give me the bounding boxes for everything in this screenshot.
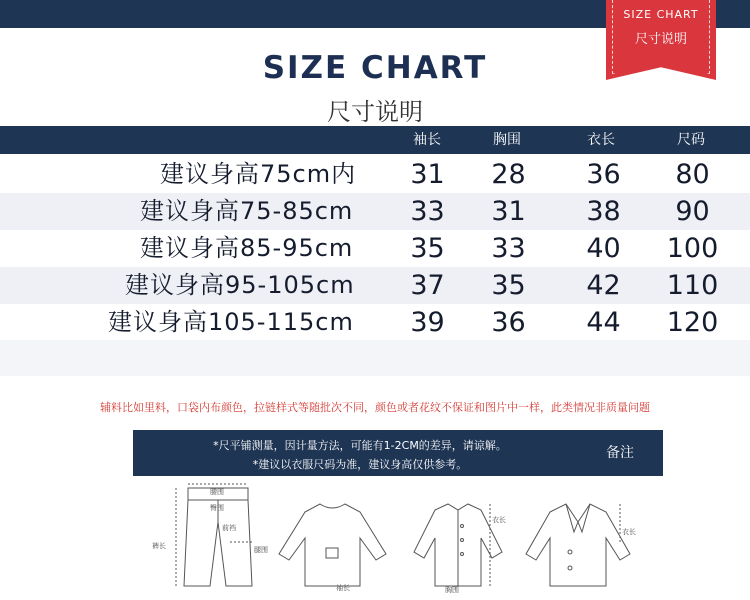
header-size: 尺码	[677, 132, 705, 148]
cell-length: 38	[586, 196, 621, 227]
cell-recommend: 建议身高85-95cm	[140, 234, 354, 262]
table-row	[0, 304, 750, 341]
cell-sleeve: 37	[410, 270, 445, 301]
label-hip: 臀围	[210, 504, 224, 512]
label-jacket-length: 衣长	[622, 528, 636, 536]
page-subtitle: 尺寸说明	[327, 98, 423, 126]
label-thigh: 腿围	[254, 546, 268, 554]
cell-chest: 36	[491, 307, 526, 338]
page-title: SIZE CHART	[262, 50, 488, 86]
header-sleeve: 袖长	[413, 132, 441, 148]
table-row	[0, 193, 750, 230]
cell-recommend: 建议身高105-115cm	[108, 308, 354, 336]
cell-chest: 28	[491, 159, 526, 190]
cell-size: 120	[666, 307, 719, 338]
shirt-diagram	[414, 504, 502, 586]
sweater-diagram	[279, 504, 386, 586]
cell-chest: 31	[491, 196, 526, 227]
cell-recommend: 建议身高75cm内	[160, 160, 357, 188]
cell-size: 90	[675, 196, 710, 227]
cell-sleeve: 35	[410, 233, 445, 264]
header-length: 衣长	[587, 132, 615, 148]
notes-line: *建议以衣服尺码为准，建议身高仅供参考。	[252, 458, 468, 471]
label-waist: 腰围	[210, 488, 224, 496]
ribbon-title-en: SIZE CHART	[623, 8, 699, 21]
cell-length: 44	[586, 307, 621, 338]
cell-recommend: 建议身高95-105cm	[125, 271, 355, 299]
pants-diagram	[176, 484, 252, 586]
cell-size: 100	[666, 233, 719, 264]
cell-chest: 33	[491, 233, 526, 264]
cell-sleeve: 31	[410, 159, 445, 190]
label-front-rise: 前裆	[222, 524, 236, 532]
garment-measure-diagrams	[140, 482, 660, 594]
cell-sleeve: 33	[410, 196, 445, 227]
table-row	[0, 156, 750, 193]
label-chest: 胸围	[445, 586, 459, 594]
cell-length: 42	[586, 270, 621, 301]
materials-disclaimer: 辅料比如里料，口袋内布颜色，拉链样式等随批次不同，颜色或者花纹不保证和图片中一样，此类情况非质量问题	[100, 401, 650, 414]
table-bottom-band	[0, 340, 750, 376]
table-row	[0, 267, 750, 304]
ribbon-title-cn: 尺寸说明	[634, 32, 687, 47]
cell-length: 36	[586, 159, 621, 190]
label-garment-length: 衣长	[492, 516, 506, 524]
header-chest: 胸围	[493, 132, 521, 148]
cell-size: 80	[675, 159, 710, 190]
table-header-bar	[0, 126, 750, 154]
cell-size: 110	[666, 270, 719, 301]
cell-recommend: 建议身高75-85cm	[140, 197, 354, 225]
cell-length: 40	[586, 233, 621, 264]
cell-sleeve: 39	[410, 307, 445, 338]
notes-line: *尺平铺测量，因计量方法，可能有1-2CM的差异，请谅解。	[213, 439, 507, 452]
table-row	[0, 230, 750, 267]
notes-title: 备注	[606, 445, 634, 461]
label-pants-length: 裤长	[152, 542, 166, 550]
cell-chest: 35	[491, 270, 526, 301]
label-sleeve-length: 袖长	[336, 584, 350, 592]
jacket-diagram	[526, 504, 630, 586]
